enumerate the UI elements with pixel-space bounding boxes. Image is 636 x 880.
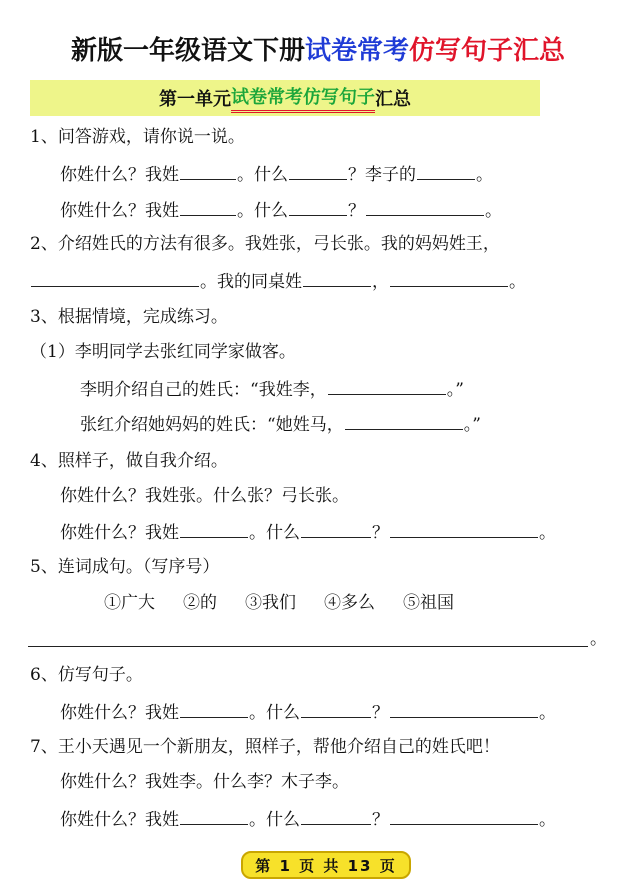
answer-blank[interactable] [180,520,248,538]
q6-line-1: 你姓什么？我姓 。什么 ？ 。 [60,700,556,724]
choice-5: ⑤祖国 [403,593,454,613]
q2-line-2: 。我的同桌姓 ， 。 [30,269,526,293]
q5-end: 。 [590,629,607,649]
answer-blank[interactable] [417,162,475,180]
section-title-bar [30,80,540,116]
q4-line-1: 你姓什么？我姓 。什么 ？ 。 [60,520,556,544]
answer-blank[interactable] [390,807,538,825]
choice-1: ①广大 [104,593,155,613]
q1-line-2: 你姓什么？我姓 。什么 ？ 。 [60,198,502,222]
answer-blank[interactable] [303,269,371,287]
section-title-part-1: 第一单元 [159,89,231,110]
q5-heading: 5、连词成句。（写序号） [30,557,220,577]
section-title-part-3: 汇总 [375,89,411,110]
answer-blank[interactable] [345,412,463,430]
q3-heading: 3、根据情境，完成练习。 [30,307,228,327]
answer-blank[interactable] [390,520,538,538]
answer-blank[interactable] [301,700,371,718]
q7-example: 你姓什么？我姓李。什么李？木子李。 [60,772,349,792]
q3-line-1: 李明介绍自己的姓氏：“我姓李， 。” [80,377,464,401]
answer-blank[interactable] [289,198,347,216]
q1-heading: 1、问答游戏，请你说一说。 [30,127,245,147]
q2-line-1: 2、介绍姓氏的方法有很多。我姓张，弓长张。我的妈妈姓王， [30,234,500,254]
q4-heading: 4、照样子，做自我介绍。 [30,451,228,471]
answer-blank[interactable] [301,520,371,538]
title-part-3: 仿写句子汇总 [409,36,566,66]
page-number-badge: 第 1 页 共 13 页 [241,851,411,879]
answer-blank[interactable] [289,162,347,180]
choice-2: ②的 [183,593,217,613]
section-title-part-2: 试卷常考仿写句子 [231,83,375,113]
answer-blank[interactable] [180,700,248,718]
page-title [0,30,636,67]
answer-blank[interactable] [180,162,236,180]
answer-blank[interactable] [180,198,236,216]
answer-blank[interactable] [31,269,199,287]
choice-4: ④多么 [324,593,375,613]
q4-example: 你姓什么？我姓张。什么张？弓长张。 [60,486,349,506]
q7-heading: 7、王小天遇见一个新朋友，照样子，帮他介绍自己的姓氏吧！ [30,737,500,757]
q3-sub: （1）李明同学去张红同学家做客。 [30,342,296,362]
choice-3: ③我们 [245,593,296,613]
answer-blank[interactable] [301,807,371,825]
q1-line-1: 你姓什么？我姓 。什么 ？李子的 。 [60,162,493,186]
q3-line-2: 张红介绍她妈妈的姓氏：“她姓马， 。” [80,412,481,436]
title-part-2: 试卷常考 [304,36,409,66]
answer-line[interactable] [28,646,588,647]
q6-heading: 6、仿写句子。 [30,665,143,685]
q5-choices [104,592,482,614]
answer-blank[interactable] [390,269,508,287]
title-part-1: 新版一年级语文下册 [70,36,305,66]
answer-blank[interactable] [390,700,538,718]
q7-line-1: 你姓什么？我姓 。什么 ？ 。 [60,807,556,831]
answer-blank[interactable] [328,377,446,395]
answer-blank[interactable] [180,807,248,825]
answer-blank[interactable] [366,198,484,216]
